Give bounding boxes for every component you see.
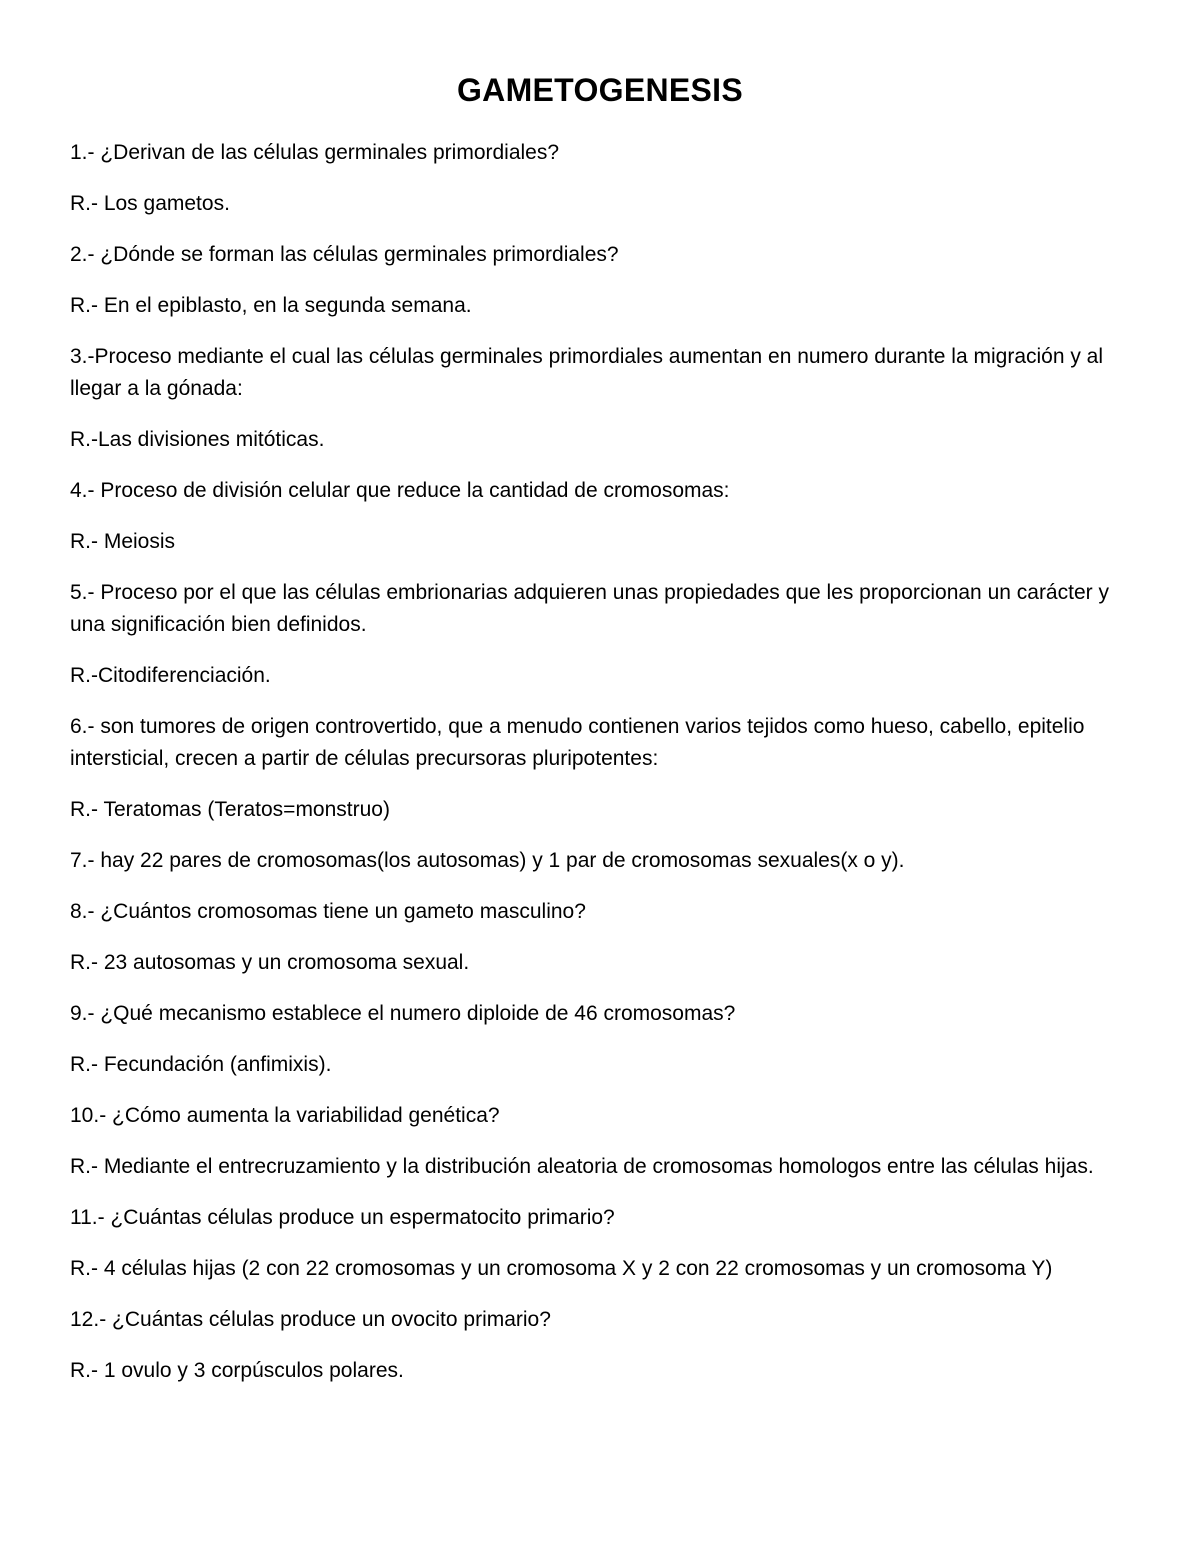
answer-1: R.- Los gametos. (70, 192, 230, 215)
answer-4: R.- Meiosis (70, 530, 176, 553)
statement-7: 7.- hay 22 pares de cromosomas(los autosomas) y 1 par de cromosomas sexuales(x o y). (70, 849, 905, 872)
question-12: 12.- ¿Cuántas células produce un ovocito primario? (70, 1308, 551, 1331)
document-title: GAMETOGENESIS (456, 72, 744, 108)
answer-10: R.- Mediante el entrecruzamiento y la distribución aleatoria de cromosomas homologos entre las células hijas. (70, 1155, 1094, 1178)
question-6: 6.- son tumores de origen controvertido, que a menudo contienen varios tejidos como hueso, cabello, epitelio intersticial, crecen a partir de células precursoras pluripotentes: (70, 715, 1085, 770)
question-10: 10.- ¿Cómo aumenta la variabilidad genética? (70, 1104, 500, 1127)
answer-6: R.- Teratomas (Teratos=monstruo) (70, 798, 390, 821)
answer-5: R.-Citodiferenciación. (70, 664, 271, 687)
question-9: 9.- ¿Qué mecanismo establece el numero diploide de 46 cromosomas? (70, 1002, 736, 1025)
question-2: 2.- ¿Dónde se forman las células germinales primordiales? (70, 243, 619, 266)
question-3: 3.-Proceso mediante el cual las células germinales primordiales aumentan en numero durante la migración y al llegar a la gónada: (70, 345, 1104, 400)
answer-8: R.- 23 autosomas y un cromosoma sexual. (70, 951, 470, 974)
answer-3: R.-Las divisiones mitóticas. (70, 428, 325, 451)
document-body (70, 137, 1135, 1406)
question-4: 4.- Proceso de división celular que reduce la cantidad de cromosomas: (70, 479, 730, 502)
question-11: 11.- ¿Cuántas células produce un espermatocito primario? (70, 1206, 615, 1229)
answer-2: R.- En el epiblasto, en la segunda semana. (70, 294, 472, 317)
question-5: 5.- Proceso por el que las células embrionarias adquieren unas propiedades que les proporcionan un carácter y una significación bien definidos. (70, 581, 1109, 636)
question-8: 8.- ¿Cuántos cromosomas tiene un gameto masculino? (70, 900, 586, 923)
answer-12: R.- 1 ovulo y 3 corpúsculos polares. (70, 1359, 404, 1382)
answer-9: R.- Fecundación (anfimixis). (70, 1053, 332, 1076)
question-1: 1.- ¿Derivan de las células germinales primordiales? (70, 141, 560, 164)
answer-11: R.- 4 células hijas (2 con 22 cromosomas y un cromosoma X y 2 con 22 cromosomas y un cromosoma Y) (70, 1257, 1053, 1280)
